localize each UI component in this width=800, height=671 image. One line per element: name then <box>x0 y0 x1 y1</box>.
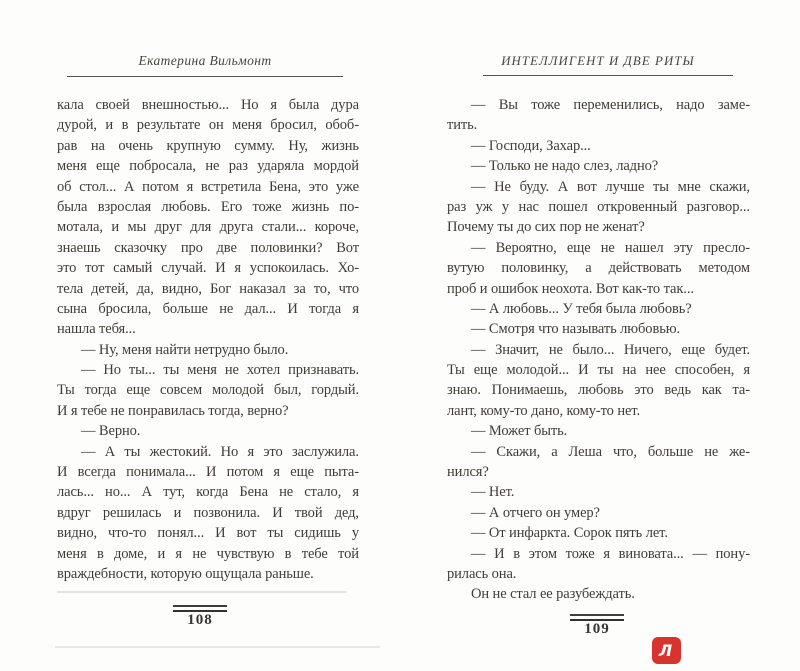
text-line: И всегда понимала... И потом я еще пыта- <box>57 464 359 481</box>
scan-shadow-line <box>57 591 347 593</box>
text-line: меня еще побросала, не раз ударяла мордой <box>57 158 359 175</box>
text-line: вдруг решилась и позвонила. И твой дед, <box>57 504 359 521</box>
text-line: — Верно. <box>81 423 141 440</box>
text-line: лант, кому-то дано, кому-то нет. <box>447 402 640 419</box>
text-line: — А ты жестокий. Но я это заслужила. <box>81 443 359 460</box>
text-line: — Но ты... ты меня не хотел признавать. <box>81 362 359 379</box>
text-line: нился? <box>447 464 489 481</box>
text-line: враждебности, которую ощущала раньше. <box>57 565 314 582</box>
text-line: И я тебе не понравилась тогда, верно? <box>57 402 289 419</box>
text-line: — Ну, меня найти нетрудно было. <box>81 341 289 358</box>
text-line: об стол... А потом я встретила Бена, это уже <box>57 178 359 195</box>
text-line: сына бросила, больше не дал... И тогда я <box>57 300 359 317</box>
right-footer-ornament <box>570 614 624 621</box>
labirint-logo-letter: Л <box>658 641 673 660</box>
text-line: Он не стал ее разубеждать. <box>471 586 635 603</box>
text-line: — Может быть. <box>471 423 568 440</box>
text-line: — А любовь... У тебя была любовь? <box>471 300 692 317</box>
text-line: — Не буду. А вот лучше ты мне скажи, <box>471 178 750 195</box>
left-footer-ornament <box>173 605 227 612</box>
labirint-logo <box>652 637 681 664</box>
text-line: тела детей, да, видно, Бог наказал за то, что <box>57 280 359 297</box>
text-line: знаешь сказочку про две половинки? Вот <box>57 239 359 256</box>
text-line: — Смотря что называть любовью. <box>471 321 680 338</box>
text-line: Ты еще молодой... И ты на нее способен, я <box>447 362 750 379</box>
text-line: — Господи, Захар... <box>471 137 591 154</box>
text-line: — А отчего он умер? <box>471 504 600 521</box>
text-line: — Вероятно, еще не нашел эту пресло- <box>471 239 750 256</box>
text-line: Почему ты до сих пор не женат? <box>447 219 645 236</box>
text-line: нашла тебя... <box>57 321 136 338</box>
right-running-head: ИНТЕЛЛИГЕНТ И ДВЕ РИТЫ <box>501 54 695 68</box>
text-line: — Нет. <box>471 484 515 501</box>
left-running-head: Екатерина Вильмонт <box>138 53 272 68</box>
scan-shadow-line <box>55 646 380 648</box>
text-line: это тот самый случай. И я успокоилась. Хо- <box>57 260 359 277</box>
text-line: Ты тогда еще совсем молодой был, гордый. <box>57 382 359 399</box>
text-line: — И в этом тоже я виновата... — пону- <box>471 545 750 562</box>
text-line: кала своей внешностью... Но я была дура <box>57 97 359 113</box>
text-line: знаю. Понимаешь, любовь это ведь как та- <box>447 382 750 399</box>
right-header-rule <box>483 75 733 76</box>
left-page-number: 108 <box>187 612 213 628</box>
text-line: — Вы тоже переменились, надо заме- <box>471 97 750 113</box>
text-line: лась... но... А тут, когда Бена не стало, я <box>57 484 359 501</box>
text-line: видно, что-то понял... И вот ты сидишь у <box>57 525 359 542</box>
text-line: — Только не надо слез, ладно? <box>471 158 659 175</box>
text-line: — Скажи, а Леша что, больше не же- <box>471 443 750 460</box>
text-line: тить. <box>447 117 478 134</box>
text-line: рав на очень крупную сумму. Ну, жизнь <box>57 137 359 154</box>
text-line: меня в доме, и я не чувствую в тебе той <box>57 545 359 562</box>
text-line: вутую половинку, а действовать методом <box>447 260 750 277</box>
right-page-text <box>447 95 750 605</box>
text-line: проб и ошибок неохота. Вот как-то так... <box>447 280 694 297</box>
text-line: раз уж у нас пошел откровенный разговор... <box>447 198 750 215</box>
text-line: дурой, и в результате он меня бросил, обоб- <box>57 117 359 134</box>
text-line: — От инфаркта. Сорок пять лет. <box>471 525 668 542</box>
text-line: рилась она. <box>447 565 517 582</box>
text-line: — Значит, не было... Ничего, еще будет. <box>471 341 750 358</box>
left-page-text <box>57 95 359 584</box>
right-page-number: 109 <box>584 621 610 637</box>
text-line: мотала, и мы друг для друга стали... короче, <box>57 219 359 236</box>
text-line: была взрослая любовь. Его тоже жизнь по- <box>57 198 359 215</box>
left-header-rule <box>67 76 343 77</box>
